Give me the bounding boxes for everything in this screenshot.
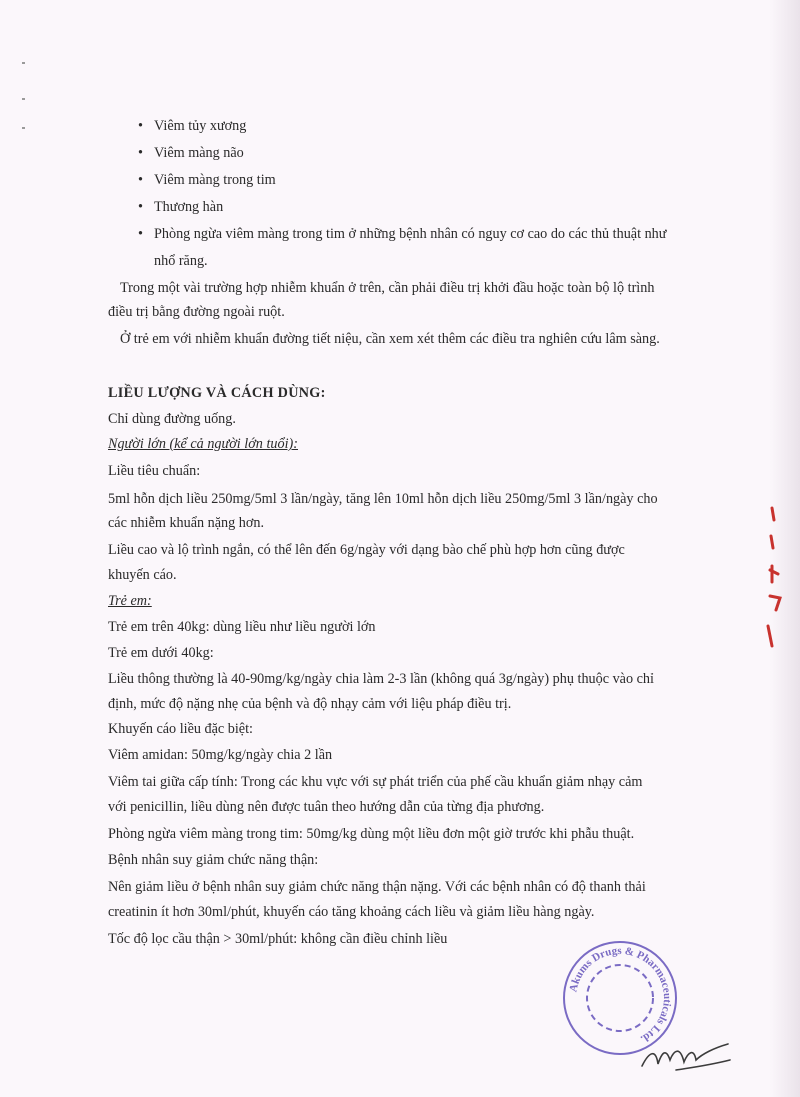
- paragraph-text: Trẻ em dưới 40kg:: [108, 645, 214, 661]
- list-item-continuation: nhổ răng.: [154, 253, 208, 269]
- svg-text:Akums Drugs & Pharmaceuticals: Akums Drugs & Pharmaceuticals Ltd.: [567, 944, 674, 1046]
- paragraph-text: Viêm tai giữa cấp tính: Trong các khu vực với sự phát triển của phế cầu khuẩn giảm nhạy cảm: [108, 774, 643, 790]
- paragraph-text: Nên giảm liều ở bệnh nhân suy giảm chức năng thận nặng. Với các bệnh nhân có độ thanh thải: [108, 879, 646, 895]
- list-item: • Viêm tủy xương: [138, 113, 718, 140]
- scan-mark: [22, 127, 25, 129]
- paragraph-text: Phòng ngừa viêm màng trong tim: 50mg/kg dùng một liều đơn một giờ trước khi phẫu thuật.: [108, 826, 635, 842]
- scan-mark: [22, 62, 25, 64]
- paragraph-text: định, mức độ nặng nhẹ của bệnh và độ nhạy cảm với liệu pháp điều trị.: [108, 696, 512, 712]
- paragraph-text: Ở trẻ em với nhiễm khuẩn đường tiết niệu, cần xem xét thêm các điều tra nghiên cứu lâm sàng.: [120, 331, 660, 347]
- paragraph-text: các nhiễm khuẩn nặng hơn.: [108, 515, 265, 531]
- paragraph-text: Liều thông thường là 40-90mg/kg/ngày chia làm 2-3 lần (không quá 3g/ngày) phụ thuộc vào chỉ: [108, 671, 654, 687]
- subheading-adults: Người lớn (kể cả người lớn tuổi):: [108, 436, 298, 452]
- subheading-children: Trẻ em:: [108, 593, 152, 609]
- list-item: • Viêm màng trong tim: [138, 167, 718, 194]
- indication-list: [138, 113, 718, 248]
- paragraph-text: Chỉ dùng đường uống.: [108, 411, 236, 427]
- handwritten-signature: [636, 1030, 736, 1080]
- list-item: • Phòng ngừa viêm màng trong tim ở những bệnh nhân có nguy cơ cao do các thủ thuật như: [138, 221, 718, 248]
- paragraph-text: với penicillin, liều dùng nên được tuân theo hướng dẫn của từng địa phương.: [108, 799, 545, 815]
- paragraph-text: Bệnh nhân suy giảm chức năng thận:: [108, 852, 319, 868]
- paragraph-text: Khuyến cáo liều đặc biệt:: [108, 721, 253, 737]
- paragraph-text: 5ml hỗn dịch liều 250mg/5ml 3 lần/ngày, tăng lên 10ml hỗn dịch liều 250mg/5ml 3 lần/ngày cho: [108, 491, 658, 507]
- scan-mark: [22, 98, 25, 100]
- paragraph-text: Liều cao và lộ trình ngắn, có thể lên đến 6g/ngày với dạng bào chế phù hợp hơn cũng được: [108, 542, 625, 558]
- paragraph-text: Viêm amidan: 50mg/kg/ngày chia 2 lần: [108, 747, 333, 763]
- paragraph-text: Liều tiêu chuẩn:: [108, 463, 201, 479]
- paragraph-text: khuyến cáo.: [108, 567, 177, 583]
- paragraph-text: Tốc độ lọc cầu thận > 30ml/phút: không cần điều chỉnh liều: [108, 931, 448, 947]
- red-stamp-fragment: [758, 500, 786, 660]
- list-item: • Thương hàn: [138, 194, 718, 221]
- paragraph-text: Trẻ em trên 40kg: dùng liều như liều người lớn: [108, 619, 376, 635]
- paragraph-text: Trong một vài trường hợp nhiễm khuẩn ở trên, cần phải điều trị khởi đầu hoặc toàn bộ lộ trình: [120, 280, 655, 296]
- paragraph-text: điều trị bằng đường ngoài ruột.: [108, 304, 285, 320]
- section-heading: LIỀU LƯỢNG VÀ CÁCH DÙNG:: [108, 385, 326, 401]
- list-item: • Viêm màng não: [138, 140, 718, 167]
- paragraph-text: creatinin ít hơn 30ml/phút, khuyến cáo tăng khoảng cách liều và giảm liều hàng ngày.: [108, 904, 595, 920]
